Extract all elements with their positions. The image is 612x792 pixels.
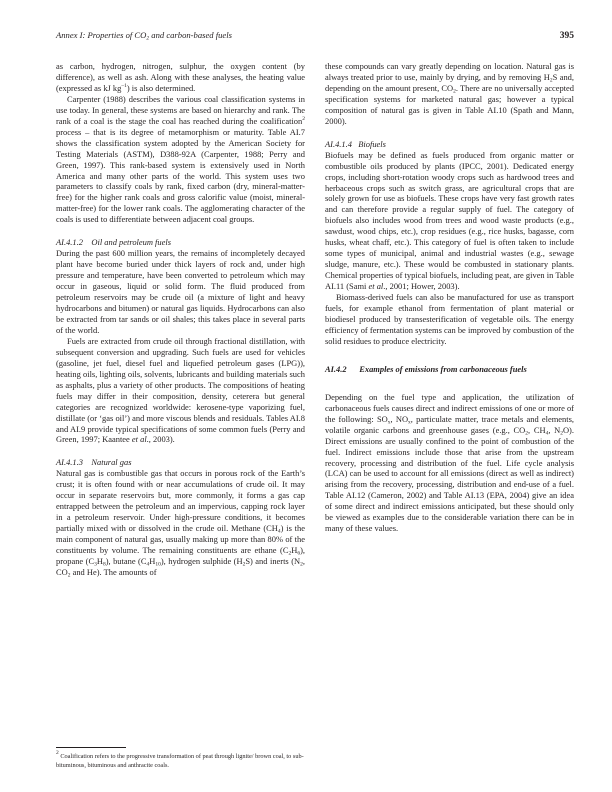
paragraph: Biomass-derived fuels can also be manufactured for use as transport fuels, for example ethanol from fermentation of plant material or biodiesel produced by transesterification of vegetable oils. The energy efficiency of fermentation systems can be improved by combustion of the solid residues to produce electricity. [325,292,574,346]
footnote: $^2$ Coalification refers to the progressive transformation of peat through lignite/ brown coal, to sub-bituminous, bituminous and anthracite coals. [56,750,304,769]
paragraph: these compounds can vary greatly depending on location. Natural gas is always treated prior to use, mainly by drying, and by removing $H_2S$ and, depending on the amount present, $CO_2$. There are no universally accepted specification systems for marketed natural gas; however a typical composition of natural gas is given in Table AI.10 (Spath and Mann, 2000). [325,61,575,126]
running-header [56,30,574,44]
left-column [56,61,305,578]
paragraph: During the past 600 million years, the remains of incompletely decayed plant have become buried under thick layers of rock and, under high pressure and temperature, have been converted to petroleum which may occur in gaseous, liquid or solid form. The fluid produced from petroleum reservoirs may be crude oil (a mixture of light and heavy hydrocarbons and bitumen) or natural gas liquids. Hydrocarbons can also be extracted from tar sands or oil shales; this takes place in several parts of the world. [56,248,305,335]
section-heading-emissions: AI.4.2 Examples of emissions from carbonaceous fuels [325,363,527,374]
page-number: 395 [559,31,574,41]
paragraph: Carpenter (1988) describes the various coal classification systems in use today. In general, these systems are based on hierarchy and rank. The rank of a coal is the stage the coal has reached during the coalification$^2$ process – that is its degree of metamorphism or maturity. Table AI.7 shows the classification system adopted by the American Society for Testing Materials (ASTM), D388-92A (Carpenter, 1988; Perry and Green, 1997). This rank-based system is extensively used in North America and many other parts of the world. This system uses two parameters to classify coals by rank, fixed carbon (dry, mineral-matter-free) for the higher rank coals and gross calorific value (moist, mineral-matter-free) for the lower rank coals. The agglomerating character of the coals is used to differentiate between adjacent coal groups. [56,93,305,225]
section-heading-natural-gas: AI.4.1.3 Natural gas [56,457,132,468]
running-title: Annex I: Properties of $CO_2$ and carbon-based fuels [56,30,232,42]
section-heading-oil-petroleum: AI.4.1.2 Oil and petroleum fuels [56,237,171,248]
paragraph: Biofuels may be defined as fuels produced from organic matter or combustible oils produced by plants (IPCC, 2001). Dedicated energy crops, including short-rotation woody crops such as hardwood trees and herbaceous crops such as switch grass, are agricultural crops that are solely grown for use as biofuels. These crops have very fast growth rates and can therefore provide a regular supply of fuel. The category of biofuels also includes wood from trees and wood waste products (e.g., sawdust, wood chips, etc.), crop residues (e.g., rice husks, bagasse, corn husks, wheat chaff, etc.). This category of fuel is often taken to include some types of municipal, animal and industrial wastes (e.g., sewage sludge, manure, etc.). These would be combusted in stationary plants. Chemical properties of typical biofuels, including peat, are given in Table AI.11 (Sami et al., 2001; Hower, 2003). [325,149,574,292]
right-column [325,61,574,534]
footnote-rule [56,747,126,748]
paragraph: as carbon, hydrogen, nitrogen, sulphur, the oxygen content (by difference), as well as ash. Along with these analyses, the heating value (expressed as kJ $kg^{-1}$) is also determined. [56,61,305,93]
paragraph: Depending on the fuel type and application, the utilization of carbonaceous fuels causes direct and indirect emissions of one or more of the following: $SO_x$, $NO_x$, particulate matter, trace metals and elements, volatile organic carbons and greenhouse gases (e.g., $CO_2$, $CH_4$, $N_2O$). Direct emissions are usually confined to the point of combustion of the fuel. Indirect emissions include those that arise from the upstream recovery, processing and distribution of the fuel. Life cycle analysis (LCA) can be used to account for all emissions (direct as well as indirect) arising from the recovery, processing, distribution and end-use of a fuel. Table AI.12 (Cameron, 2002) and Table AI.13 (EPA, 2004) give an idea of some direct and indirect emissions anticipated, but these should only be viewed as examples due to the considerable variation there can be in many of these values. [325,391,575,534]
paragraph: Fuels are extracted from crude oil through fractional distillation, with subsequent conversion and upgrading. Such fuels are used for vehicles (gasoline, jet fuel, diesel fuel and liquefied petroleum gases (LPG)), heating oils, lighting oils, solvents, lubricants and building materials such as asphalts, plus a variety of other products. The compositions of heating fuels may differ in their composition, density, ceterera but general categories are recognized worldwide: kerosene-type vaporizing fuel, distillate (or ‘gas oil’) and more viscous blends and residuals. Tables AI.8 and AI.9 provide typical specifications of some common fuels (Perry and Green, 1997; Kaantee et al., 2003). [56,335,305,445]
paragraph: Natural gas is combustible gas that occurs in porous rock of the Earth’s crust; it is often found with or near accumulations of crude oil. It may occur in separate reservoirs but, more commonly, it forms a gas cap entrapped between the petroleum and an impervious, capping rock layer in a petroleum reservoir. Under high-pressure conditions, it becomes partially mixed with or dissolved in the crude oil. Methane $(CH_4)$ is the main component of natural gas, usually making up more than 80% of the constituents by volume. The remaining constituents are ethane $(C_2H_6)$, propane $(C_3H_8)$, butane $(C_4H_{10})$, hydrogen sulphide $(H_2S)$ and inerts ($N_2$, $CO_2$ and He). The amounts of [56,468,305,579]
section-heading-biofuels: AI.4.1.4 Biofuels [325,138,386,149]
